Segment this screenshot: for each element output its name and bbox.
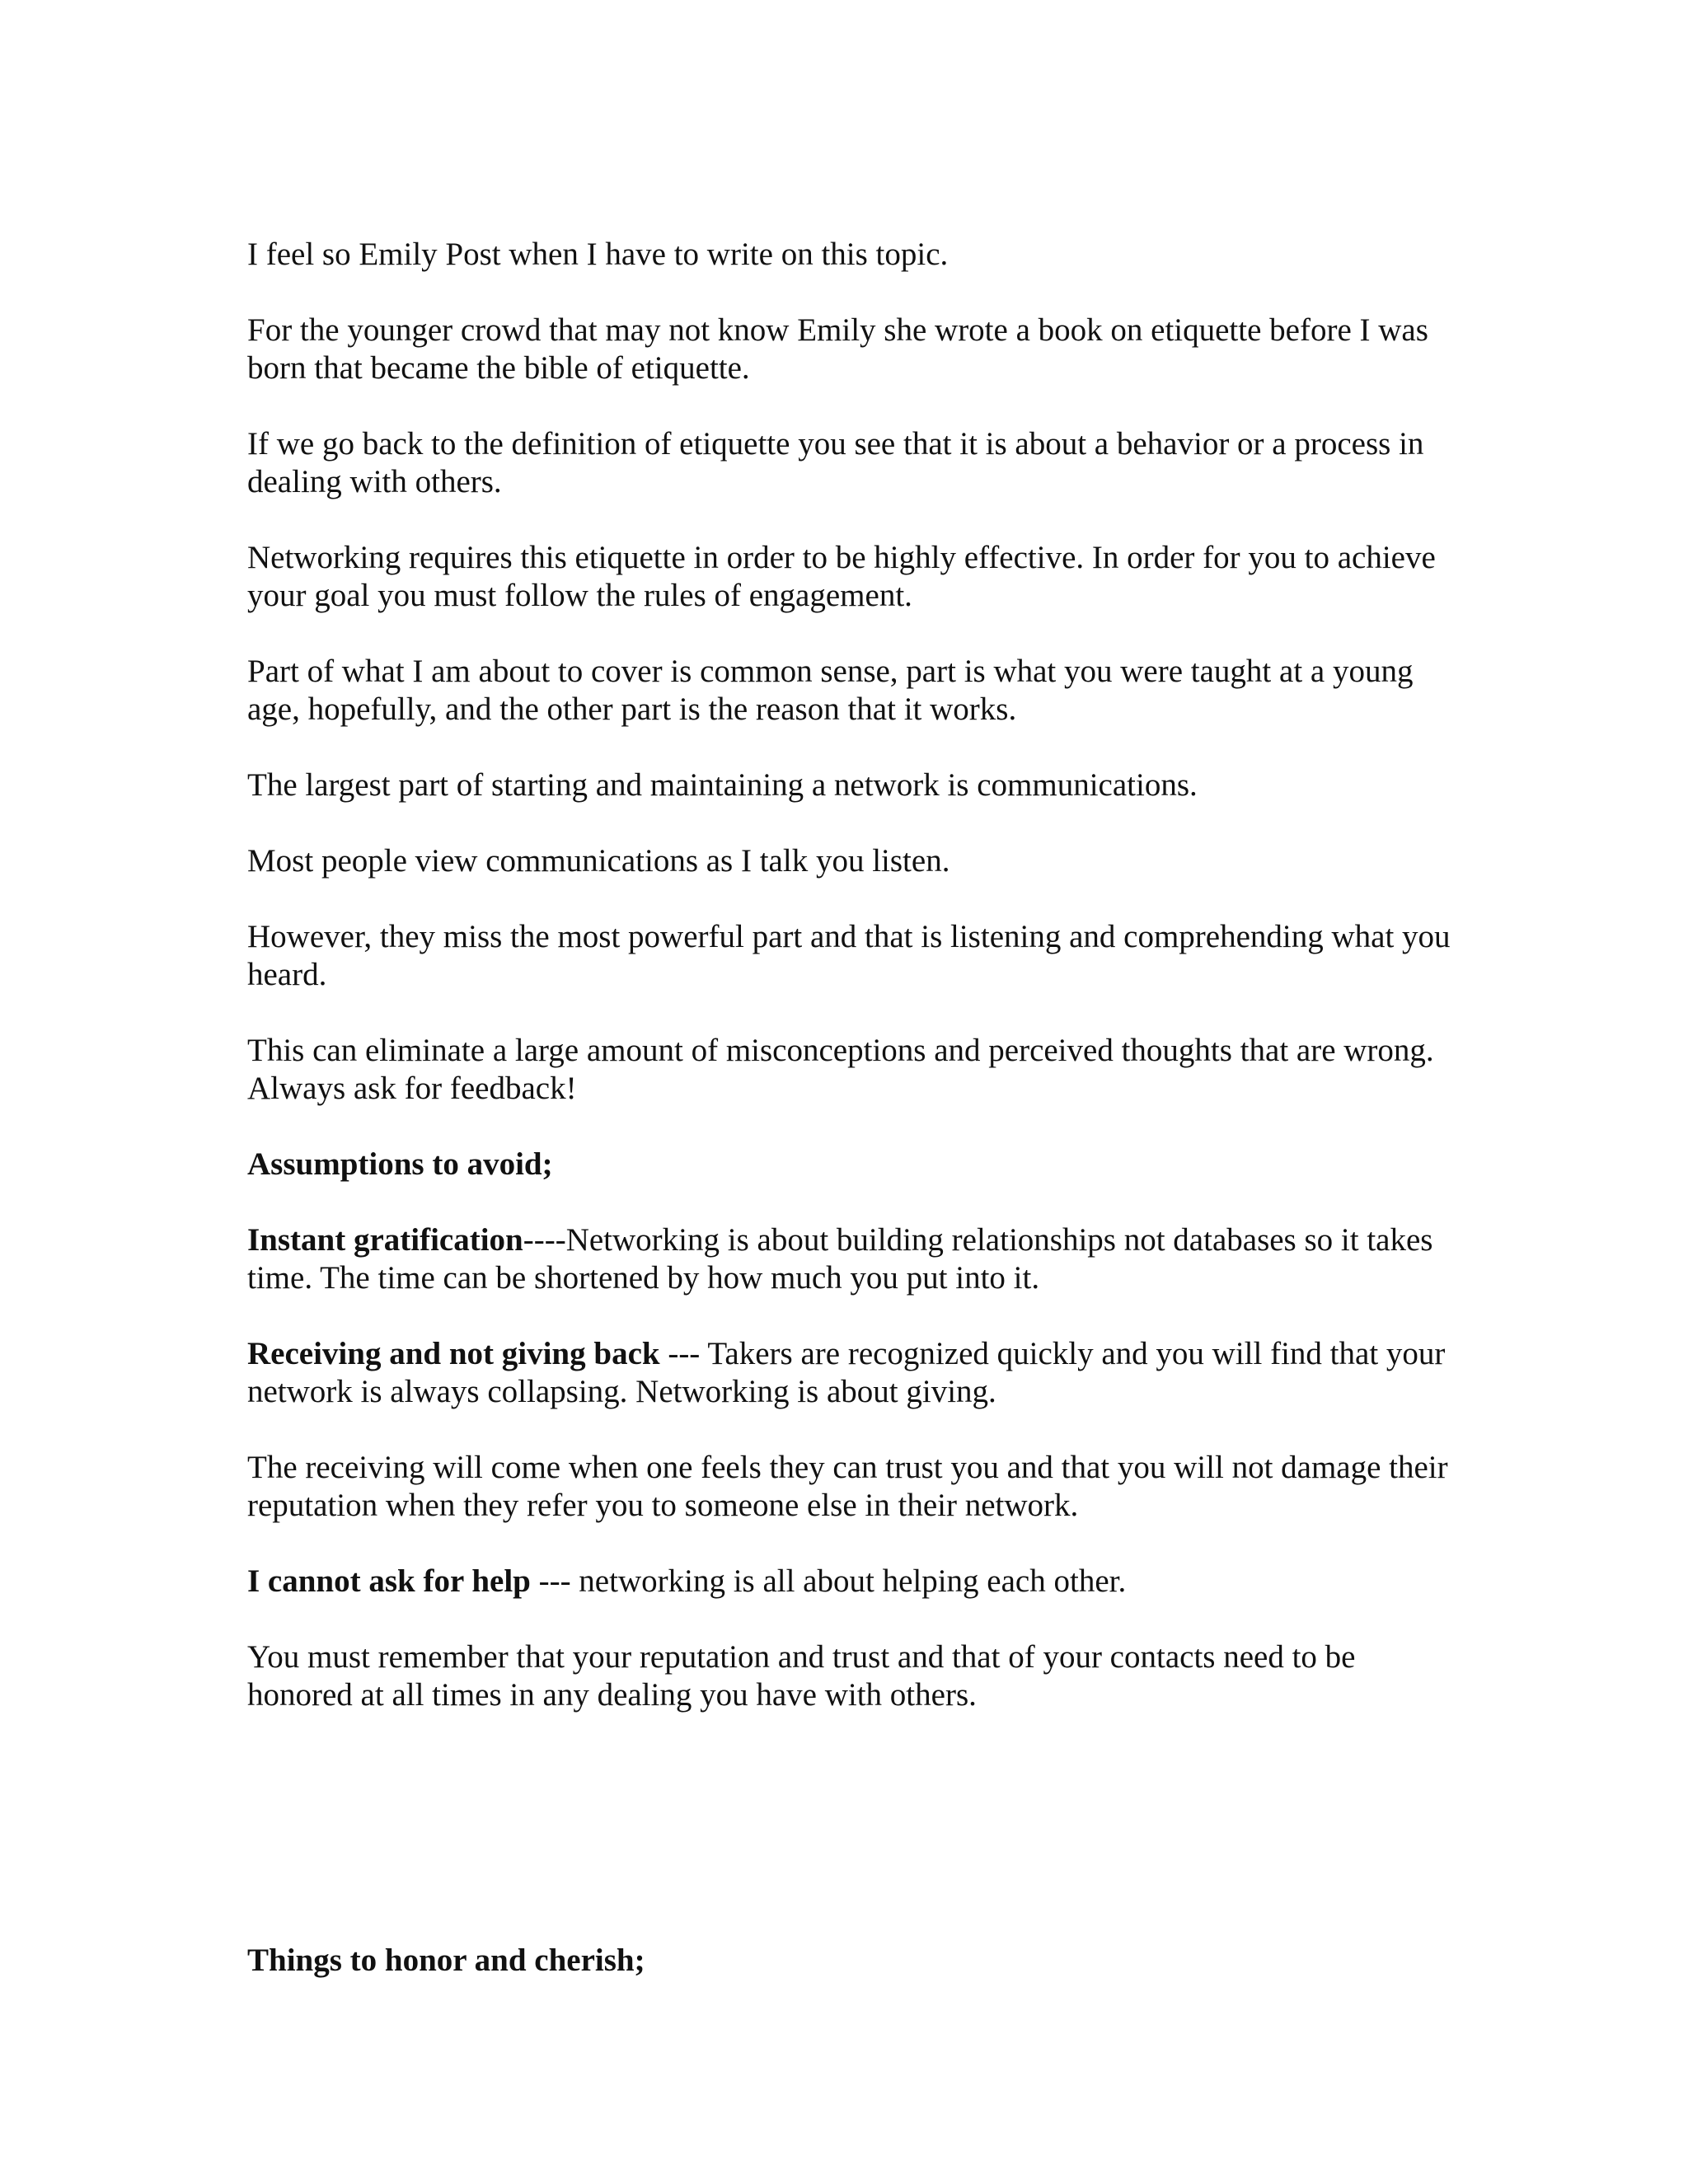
assumption-term: Instant gratification (247, 1222, 523, 1258)
paragraph-talk-listen: Most people view communications as I talk you listen. (247, 843, 950, 879)
paragraph-networking-etiquette: Networking requires this etiquette in order to be highly effective. In order for you to achieve your goal you must follow the rules of engagement. (247, 540, 1436, 613)
paragraph-reputation: You must remember that your reputation and trust and that of your contacts need to be honored at all times in any dealing you have with others. (247, 1639, 1356, 1713)
assumption-text: ----Networking is about building relationships not databases so it takes time. The time can be shortened by how much you put into it. (247, 1222, 1433, 1296)
paragraph-intro: I feel so Emily Post when I have to write on this topic. (247, 237, 949, 272)
paragraph-feedback: This can eliminate a large amount of misconceptions and perceived thoughts that are wrong. Always ask for feedback! (247, 1033, 1434, 1106)
blank-space (247, 1752, 1451, 1942)
assumption-instant-gratification (247, 1221, 1451, 1297)
paragraph-listening: However, they miss the most powerful part and that is listening and comprehending what you heard. (247, 919, 1451, 992)
assumption-receiving-not-giving (247, 1335, 1451, 1411)
paragraph-emily-post: For the younger crowd that may not know Emily she wrote a book on etiquette before I was born that became the bible of etiquette. (247, 312, 1428, 386)
assumption-text: --- Takers are recognized quickly and you will find that your network is always collapsing. Networking is about giving. (247, 1336, 1446, 1409)
assumption-term: Receiving and not giving back (247, 1336, 660, 1371)
paragraph-common-sense: Part of what I am about to cover is common sense, part is what you were taught at a young age, hopefully, and the other part is the reason that it works. (247, 654, 1414, 727)
paragraph-definition: If we go back to the definition of etiquette you see that it is about a behavior or a process in dealing with others. (247, 426, 1424, 499)
assumption-text: --- networking is all about helping each other. (530, 1563, 1127, 1599)
heading-assumptions: Assumptions to avoid; (247, 1146, 553, 1182)
heading-things-to-honor: Things to honor and cherish; (247, 1943, 645, 1978)
assumption-ask-for-help (247, 1563, 1451, 1601)
paragraph-receiving: The receiving will come when one feels they can trust you and that you will not damage their reputation when they refer you to someone else in their network. (247, 1450, 1448, 1523)
assumption-term: I cannot ask for help (247, 1563, 531, 1599)
paragraph-communications: The largest part of starting and maintaining a network is communications. (247, 767, 1198, 803)
document-body (247, 236, 1451, 1980)
